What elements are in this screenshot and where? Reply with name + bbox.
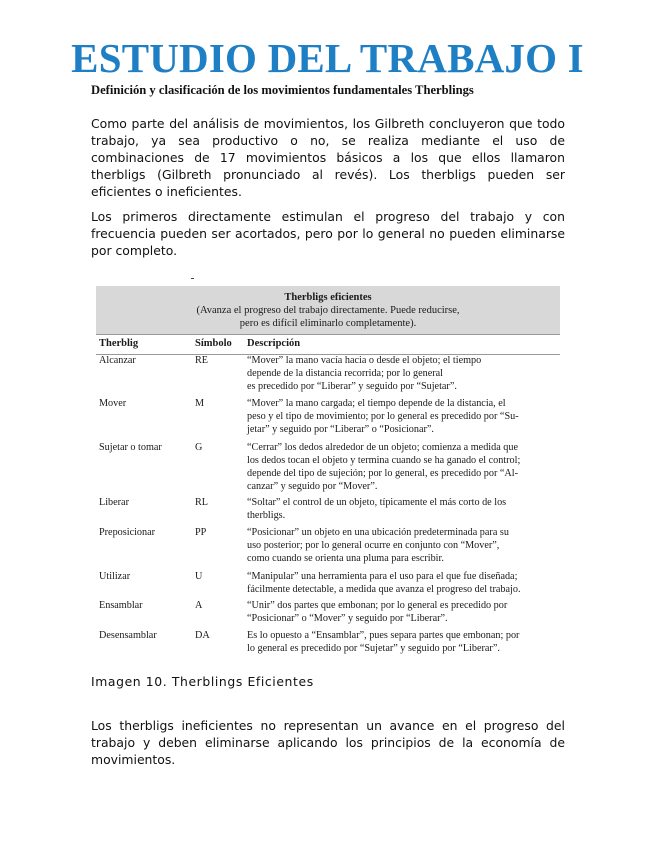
cell-simbolo: A: [195, 600, 203, 611]
table-heading: Therbligs eficientes: [284, 292, 372, 303]
descripcion-line: “Mover” la mano cargada; el tiempo depende de la distancia, el: [247, 398, 506, 409]
cell-simbolo: U: [195, 571, 203, 582]
cell-simbolo: PP: [195, 527, 207, 538]
paragraph-inefficient: Los therbligs ineficientes no representan un avance en el progreso del trabajo y deben eliminarse aplicando los principios de la economía de movimientos.: [91, 718, 565, 767]
cell-descripcion: [247, 496, 559, 522]
descripcion-line: “Manipular” una herramienta para el uso para el que fue diseñada;: [247, 571, 518, 582]
column-header-therblig: Therblig: [99, 338, 139, 349]
descripcion-line: peso y el tipo de movimiento; por lo general es precedido por “Su-: [247, 411, 519, 422]
cell-therblig: Desensamblar: [99, 630, 157, 641]
therbligs-table: [96, 286, 560, 662]
page-subtitle: Definición y clasificación de los movimientos fundamentales Therblings: [91, 83, 474, 97]
cell-therblig: Alcanzar: [99, 355, 136, 366]
paragraph-intro: Como parte del análisis de movimientos, los Gilbreth concluyeron que todo trabajo, ya sea productivo o no, se realiza mediante el uso de combinaciones de 17 movimientos básicos a los que ellos llamaron therbligs (Gilbreth pronunciado al revés). Los therbligs pueden ser eficientes o ineficientes.: [91, 116, 565, 199]
cell-therblig: Ensamblar: [99, 600, 143, 611]
cell-simbolo: G: [195, 442, 203, 453]
column-header-descripcion: Descripción: [247, 338, 301, 349]
descripcion-line: depende del tipo de sujeción; por lo general, es precedido por “Al-: [247, 468, 519, 479]
descripcion-line: “Posicionar” un objeto en una ubicación predeterminada para su: [247, 527, 509, 538]
descripcion-line: canzar” y seguido por “Mover”.: [247, 481, 378, 492]
cell-simbolo: RL: [195, 497, 209, 508]
cell-descripcion: [247, 526, 559, 565]
descripcion-line: es precedido por “Liberar” y seguido por “Sujetar”.: [247, 381, 457, 392]
cell-simbolo: DA: [195, 630, 210, 641]
descripcion-line: “Posicionar” o “Mover” y seguido por “Liberar”.: [247, 613, 448, 624]
cell-descripcion: [247, 629, 559, 655]
descripcion-line: “Unir” dos partes que embonan; por lo general es precedido por: [247, 600, 508, 611]
descripcion-line: “Cerrar” los dedos alrededor de un objeto; comienza a medida que: [247, 442, 518, 453]
cell-therblig: Utilizar: [99, 571, 131, 582]
cell-descripcion: [247, 599, 559, 625]
cell-therblig: Mover: [99, 398, 127, 409]
cell-descripcion: [247, 441, 559, 493]
cell-descripcion: [247, 397, 559, 436]
cell-descripcion: [247, 570, 559, 596]
descripcion-line: “Mover” la mano vacía hacia o desde el objeto; el tiempo: [247, 355, 482, 366]
cell-descripcion: [247, 354, 559, 393]
cell-simbolo: M: [195, 398, 205, 409]
descripcion-line: jetar” y seguido por “Liberar” o “Posicionar”.: [247, 424, 434, 435]
column-header-simbolo: Símbolo: [195, 338, 232, 349]
descripcion-line: depende de la distancia recorrida; por lo general: [247, 368, 444, 379]
descripcion-line: “Soltar” el control de un objeto, típicamente el más corto de los: [247, 497, 507, 508]
decorative-mark: [191, 278, 194, 279]
descripcion-line: Es lo opuesto a “Ensamblar”, pues separa partes que embonan; por: [247, 630, 520, 641]
descripcion-line: uso posterior; por lo general ocurre en conjunto con “Mover”,: [247, 540, 500, 551]
image-caption: Imagen 10. Therblings Eficientes: [91, 674, 314, 689]
table-column-headers: [96, 334, 560, 355]
page-title: ESTUDIO DEL TRABAJO I: [71, 35, 584, 81]
descripcion-line: fácilmente detectable, a medida que avanza el progreso del trabajo.: [247, 584, 521, 595]
descripcion-line: lo general es precedido por “Sujetar” y seguido por “Liberar”.: [247, 643, 500, 654]
descripcion-line: los dedos tocan el objeto y termina cuando se ha ganado el control;: [247, 455, 521, 466]
cell-simbolo: RE: [195, 355, 209, 366]
descripcion-line: como cuando se orienta una pluma para escribir.: [247, 553, 444, 564]
cell-therblig: Sujetar o tomar: [99, 442, 162, 453]
table-subheading-line2: pero es difícil eliminarlo completamente).: [239, 318, 417, 329]
cell-therblig: Preposicionar: [99, 527, 156, 538]
descripcion-line: therbligs.: [247, 510, 286, 521]
cell-therblig: Liberar: [99, 497, 129, 508]
paragraph-efficient: Los primeros directamente estimulan el progreso del trabajo y con frecuencia pueden ser acortados, pero por lo general no pueden eliminarse por completo.: [91, 209, 565, 258]
table-header-band: [96, 286, 560, 334]
table-subheading-line1: (Avanza el progreso del trabajo directamente. Puede reducirse,: [196, 305, 460, 316]
